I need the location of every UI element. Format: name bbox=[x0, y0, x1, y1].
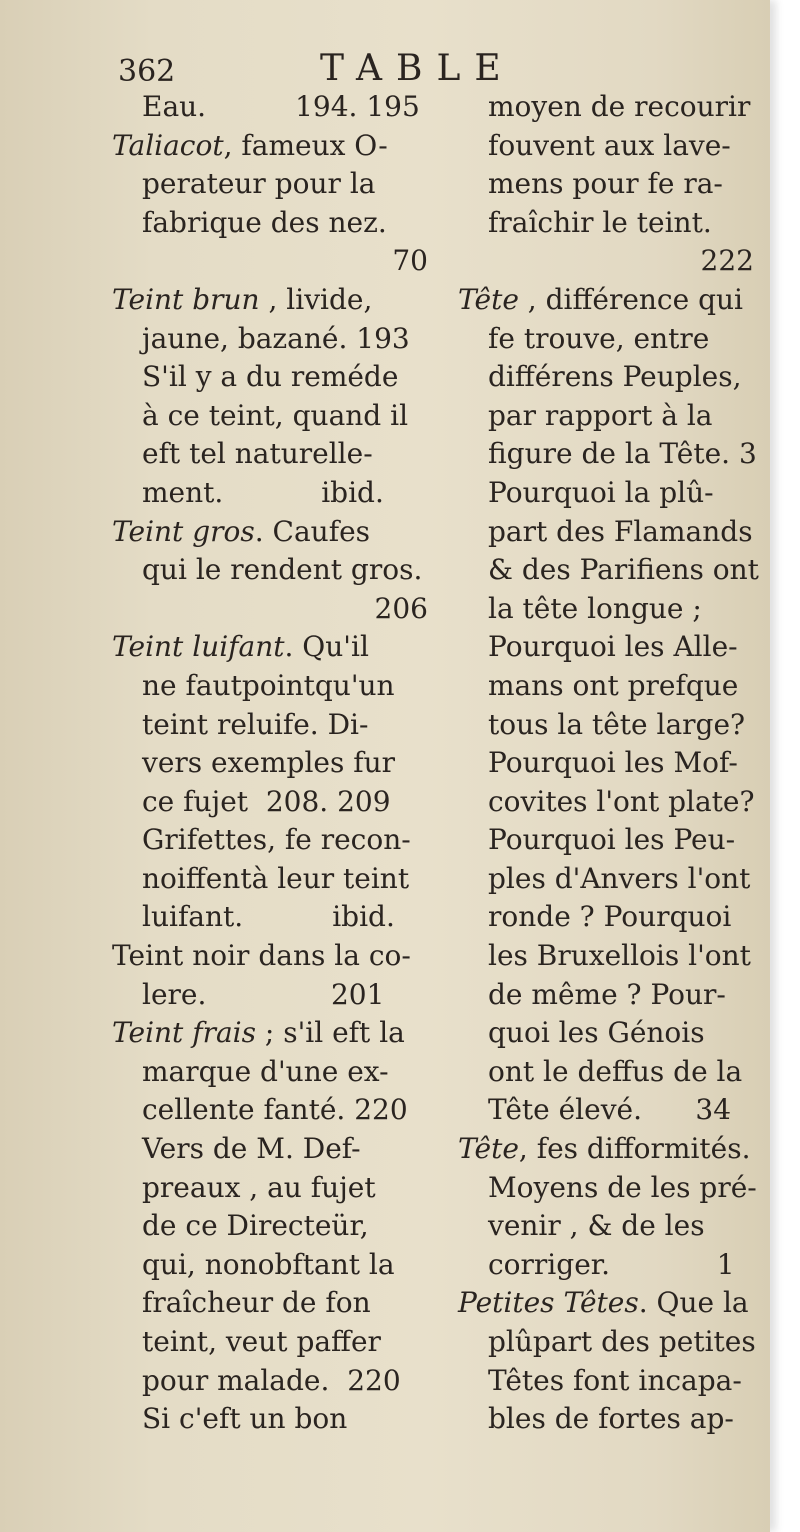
right-column-line: de même ? Pour- bbox=[488, 977, 726, 1011]
left-column-line: noiffentà leur teint bbox=[142, 861, 410, 895]
right-column bbox=[458, 88, 758, 1439]
right-column-line: Pourquoi les Mof- bbox=[488, 746, 738, 780]
entry-heading: Teint luifant bbox=[112, 630, 285, 664]
left-column-line: jaune, bazané. 193 bbox=[142, 321, 410, 355]
right-column-line: ples d'Anvers l'ont bbox=[488, 861, 751, 895]
left-column-line: 70 bbox=[392, 244, 428, 278]
right-column-line: covites l'ont plate? bbox=[488, 784, 755, 818]
right-column-line: Pourquoi les Alle- bbox=[488, 630, 738, 664]
right-column-line: Petites Têtes. Que la bbox=[458, 1286, 749, 1320]
left-column-line: ce fujet 208. 209 bbox=[142, 784, 391, 818]
left-column-line: Teint brun , livide, bbox=[112, 282, 373, 316]
right-column-line: quoi les Génois bbox=[488, 1016, 705, 1050]
left-column-line: teint, veut paffer bbox=[142, 1325, 381, 1358]
right-column-line: par rapport à la bbox=[488, 398, 713, 432]
right-column-line: plûpart des petites bbox=[488, 1325, 756, 1358]
right-column-line: bles de fortes ap- bbox=[488, 1402, 734, 1436]
left-column-line: perateur pour la bbox=[142, 167, 376, 201]
left-column-line: preaux , au fujet bbox=[142, 1170, 376, 1204]
page-number: 362 bbox=[118, 54, 176, 89]
left-column-line: qui, nonobftant la bbox=[142, 1247, 395, 1281]
right-column-line: mans ont prefque bbox=[488, 668, 739, 702]
right-column-line: ont le deffus de la bbox=[488, 1054, 743, 1088]
right-column-line: Tête, fes difformités. bbox=[458, 1132, 751, 1166]
left-column-line: cellente fanté. 220 bbox=[142, 1093, 408, 1127]
entry-heading: Teint gros bbox=[112, 514, 255, 548]
left-column-line: luifant. ibid. bbox=[142, 900, 395, 934]
right-column-line: ronde ? Pourquoi bbox=[488, 900, 732, 934]
entry-heading: Tête bbox=[458, 1132, 519, 1166]
left-column-line: 206 bbox=[374, 591, 428, 625]
right-column-line: venir , & de les bbox=[488, 1209, 705, 1243]
right-column-line: moyen de recourir bbox=[488, 90, 751, 123]
left-column-line: de ce Directeür, bbox=[142, 1209, 369, 1243]
left-column-line: ne fautpointqu'un bbox=[142, 668, 395, 702]
left-column-line: Si c'eft un bon bbox=[142, 1402, 348, 1436]
right-column-line: tous la tête large? bbox=[488, 707, 746, 741]
right-column-line: corriger. 1 bbox=[488, 1247, 735, 1281]
entry-heading: Taliacot bbox=[112, 128, 224, 162]
left-column-line: Teint frais ; s'il eft la bbox=[112, 1016, 405, 1050]
left-column-line: pour malade. 220 bbox=[142, 1363, 401, 1397]
left-column-line: S'il y a du reméde bbox=[142, 360, 399, 394]
left-column-line: fraîcheur de fon bbox=[142, 1286, 371, 1320]
right-column-line: Têtes font incapa- bbox=[488, 1363, 742, 1397]
running-head: TABLE bbox=[320, 48, 515, 89]
right-column-line: fe trouve, entre bbox=[488, 321, 710, 355]
left-column-line: Vers de M. Def- bbox=[142, 1132, 361, 1166]
right-column-line: mens pour fe ra- bbox=[488, 167, 723, 201]
left-column-line: Teint luifant. Qu'il bbox=[112, 630, 369, 664]
left-column-line: fabrique des nez. bbox=[142, 205, 387, 239]
left-column-line: lere. 201 bbox=[142, 977, 385, 1011]
left-column-line: Eau. 194. 195 bbox=[142, 90, 420, 123]
left-column-line: vers exemples fur bbox=[142, 746, 396, 780]
right-column-line: fouvent aux lave- bbox=[488, 128, 731, 162]
right-column-line: la tête longue ; bbox=[488, 591, 702, 625]
left-column bbox=[112, 88, 432, 1439]
right-column-line: Pourquoi les Peu- bbox=[488, 823, 736, 857]
right-column-line: Moyens de les pré- bbox=[488, 1170, 757, 1204]
right-column-line: figure de la Tête. 3 bbox=[488, 437, 757, 471]
left-column-line: Teint noir dans la co- bbox=[112, 939, 411, 973]
left-column-line: ment. ibid. bbox=[142, 475, 384, 509]
right-column-line: 222 bbox=[700, 244, 754, 278]
entry-heading: Teint frais bbox=[112, 1016, 265, 1050]
left-column-line: marque d'une ex- bbox=[142, 1054, 389, 1088]
entry-heading: Tête bbox=[458, 282, 528, 316]
right-column-line: différens Peuples, bbox=[488, 360, 742, 394]
left-column-line: Grifettes, fe recon- bbox=[142, 823, 411, 857]
left-column-line: Taliacot, fameux O- bbox=[112, 128, 388, 162]
right-column-line: part des Flamands bbox=[488, 514, 753, 548]
left-column-line: eft tel naturelle- bbox=[142, 437, 373, 471]
right-column-line: Tête élevé. 34 bbox=[488, 1093, 732, 1127]
right-column-line: Tête , différence qui bbox=[458, 282, 743, 316]
right-column-line: fraîchir le teint. bbox=[488, 205, 712, 239]
left-column-line: Teint gros. Caufes bbox=[112, 514, 371, 548]
left-column-line: qui le rendent gros. bbox=[142, 553, 423, 587]
entry-heading: Petites Têtes bbox=[458, 1286, 639, 1320]
left-column-line: teint reluife. Di- bbox=[142, 707, 369, 741]
right-column-line: Pourquoi la plû- bbox=[488, 475, 714, 509]
entry-heading: Teint brun bbox=[112, 282, 269, 316]
right-column-line: les Bruxellois l'ont bbox=[488, 939, 751, 973]
left-column-line: à ce teint, quand il bbox=[142, 398, 409, 432]
right-column-line: & des Parifiens ont bbox=[488, 553, 759, 587]
